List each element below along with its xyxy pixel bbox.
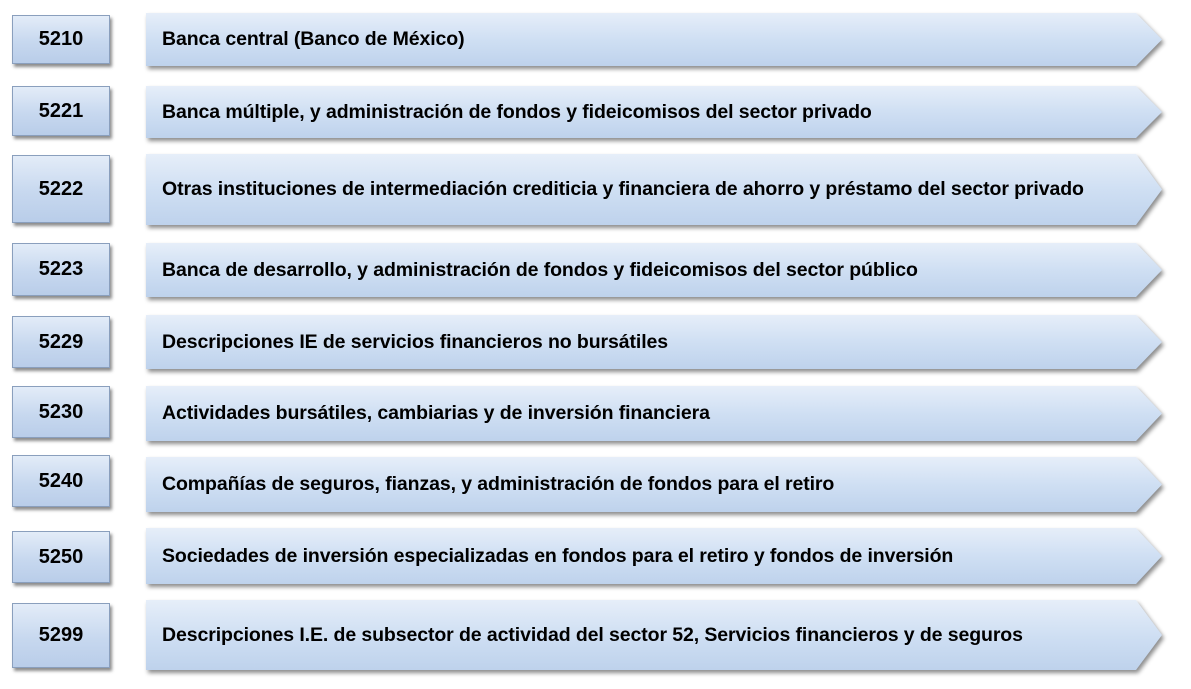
description-arrow (146, 528, 1162, 584)
code-box: 5223 (12, 243, 110, 296)
description-text: Otras instituciones de intermediación crediticia y financiera de ahorro y préstamo del sector privado (162, 178, 1084, 200)
description-text: Compañías de seguros, fianzas, y administración de fondos para el retiro (162, 473, 835, 495)
description-text: Descripciones I.E. de subsector de actividad del sector 52, Servicios financieros y de seguros (162, 623, 1023, 646)
code-box: 5229 (12, 316, 110, 368)
description-arrow (146, 243, 1162, 297)
code-box: 5299 (12, 603, 110, 668)
description-arrow (146, 386, 1162, 441)
code-box: 5222 (12, 155, 110, 223)
code-box: 5240 (12, 455, 110, 507)
description-text: Banca central (Banco de México) (162, 28, 465, 50)
description-arrow (146, 600, 1162, 670)
description-text: Descripciones IE de servicios financieros no bursátiles (162, 330, 669, 353)
description-text: Actividades bursátiles, cambiarias y de inversión financiera (162, 402, 710, 424)
description-arrow (146, 154, 1162, 225)
description-arrow (146, 13, 1162, 66)
description-arrow (146, 315, 1162, 369)
code-box: 5250 (12, 531, 110, 583)
code-box: 5221 (12, 86, 110, 136)
description-text: Sociedades de inversión especializadas en fondos para el retiro y fondos de inversión (162, 544, 954, 567)
description-arrow (146, 86, 1162, 138)
code-box: 5230 (12, 386, 110, 438)
description-arrow (146, 457, 1162, 512)
code-box: 5210 (12, 15, 110, 64)
description-text: Banca de desarrollo, y administración de fondos y fideicomisos del sector público (162, 258, 918, 281)
description-text: Banca múltiple, y administración de fondos y fideicomisos del sector privado (162, 100, 872, 123)
